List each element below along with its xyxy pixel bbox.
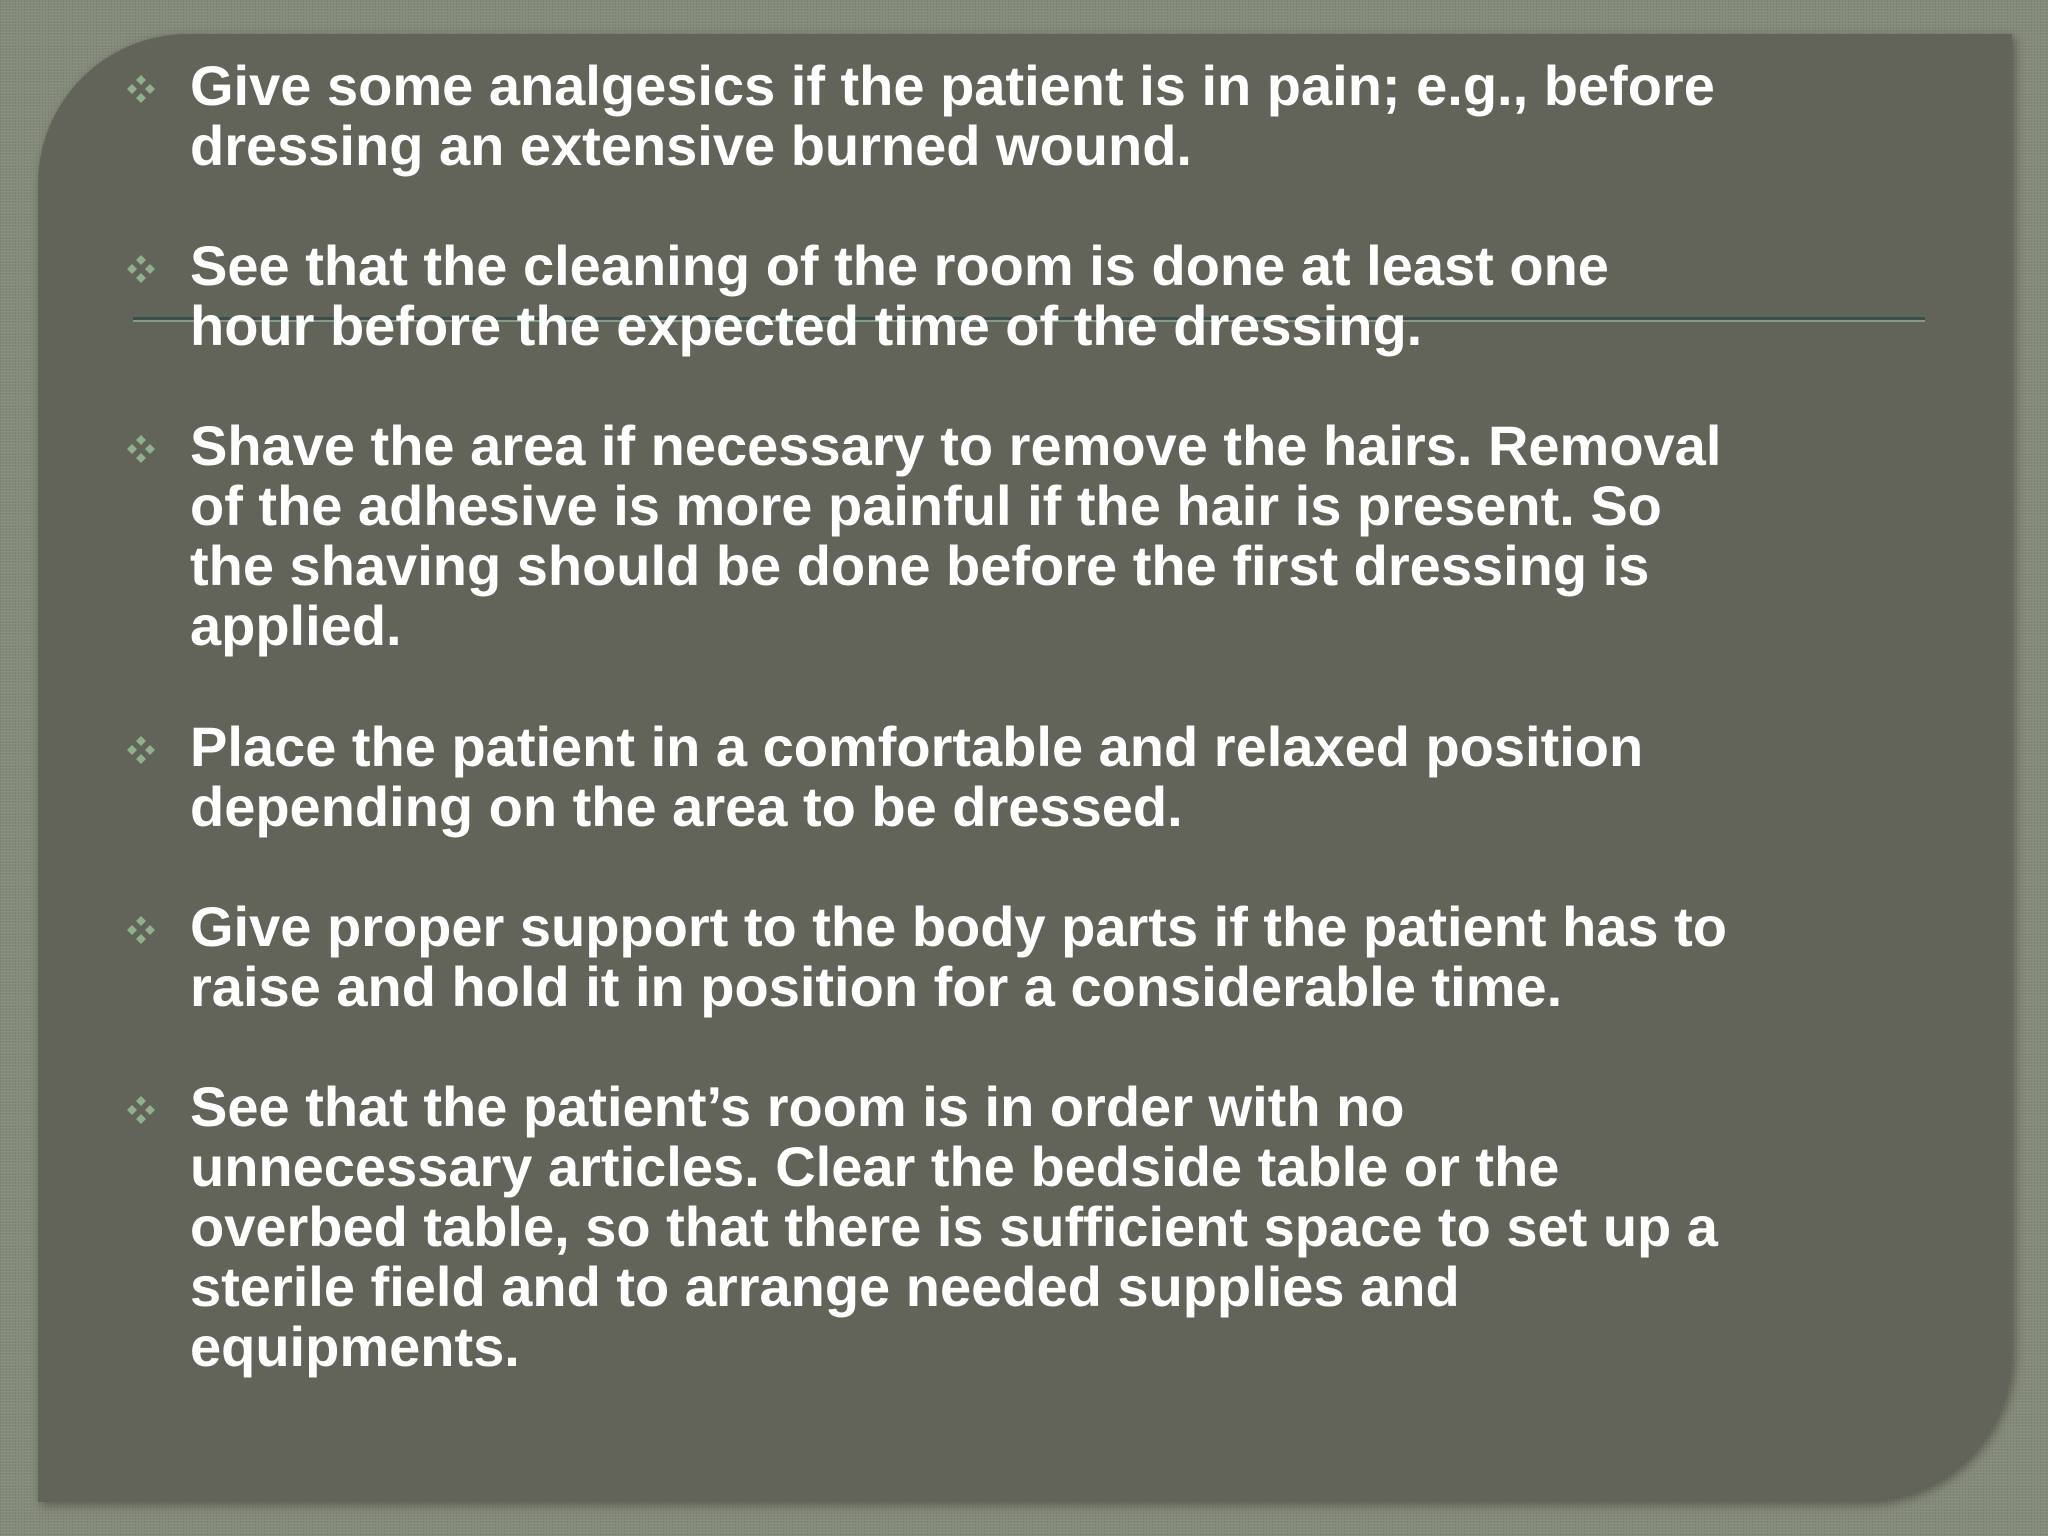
bullet-text: See that the cleaning of the room is done at least one hour before the expected time of the dressing. — [190, 234, 1609, 357]
bullet-text: Give some analgesics if the patient is in pain; e.g., before dressing an extensive burned wound. — [190, 54, 1715, 177]
bullet-text: Place the patient in a comfortable and relaxed position depending on the area to be dressed. — [190, 715, 1644, 838]
bullet-text: Give proper support to the body parts if the patient has to raise and hold it in position for a considerable time. — [190, 895, 1727, 1018]
bullet-text: See that the patient’s room is in order with no unnecessary articles. Clear the bedside table or the overbed table, so that there is sufficient space to set up a sterile field and to arrange needed supplies and equipments. — [190, 1075, 1718, 1378]
diamond-cluster-icon — [124, 733, 158, 767]
diamond-cluster-icon — [124, 913, 158, 947]
diamond-cluster-icon — [124, 1093, 158, 1127]
diamond-cluster-icon — [124, 72, 158, 106]
diamond-cluster-icon — [124, 252, 158, 286]
bullet-text: Shave the area if necessary to remove the hairs. Removal of the adhesive is more painful if the hair is present. So the shaving should be done before the first dressing is applied. — [190, 414, 1722, 657]
diamond-cluster-icon — [124, 432, 158, 466]
